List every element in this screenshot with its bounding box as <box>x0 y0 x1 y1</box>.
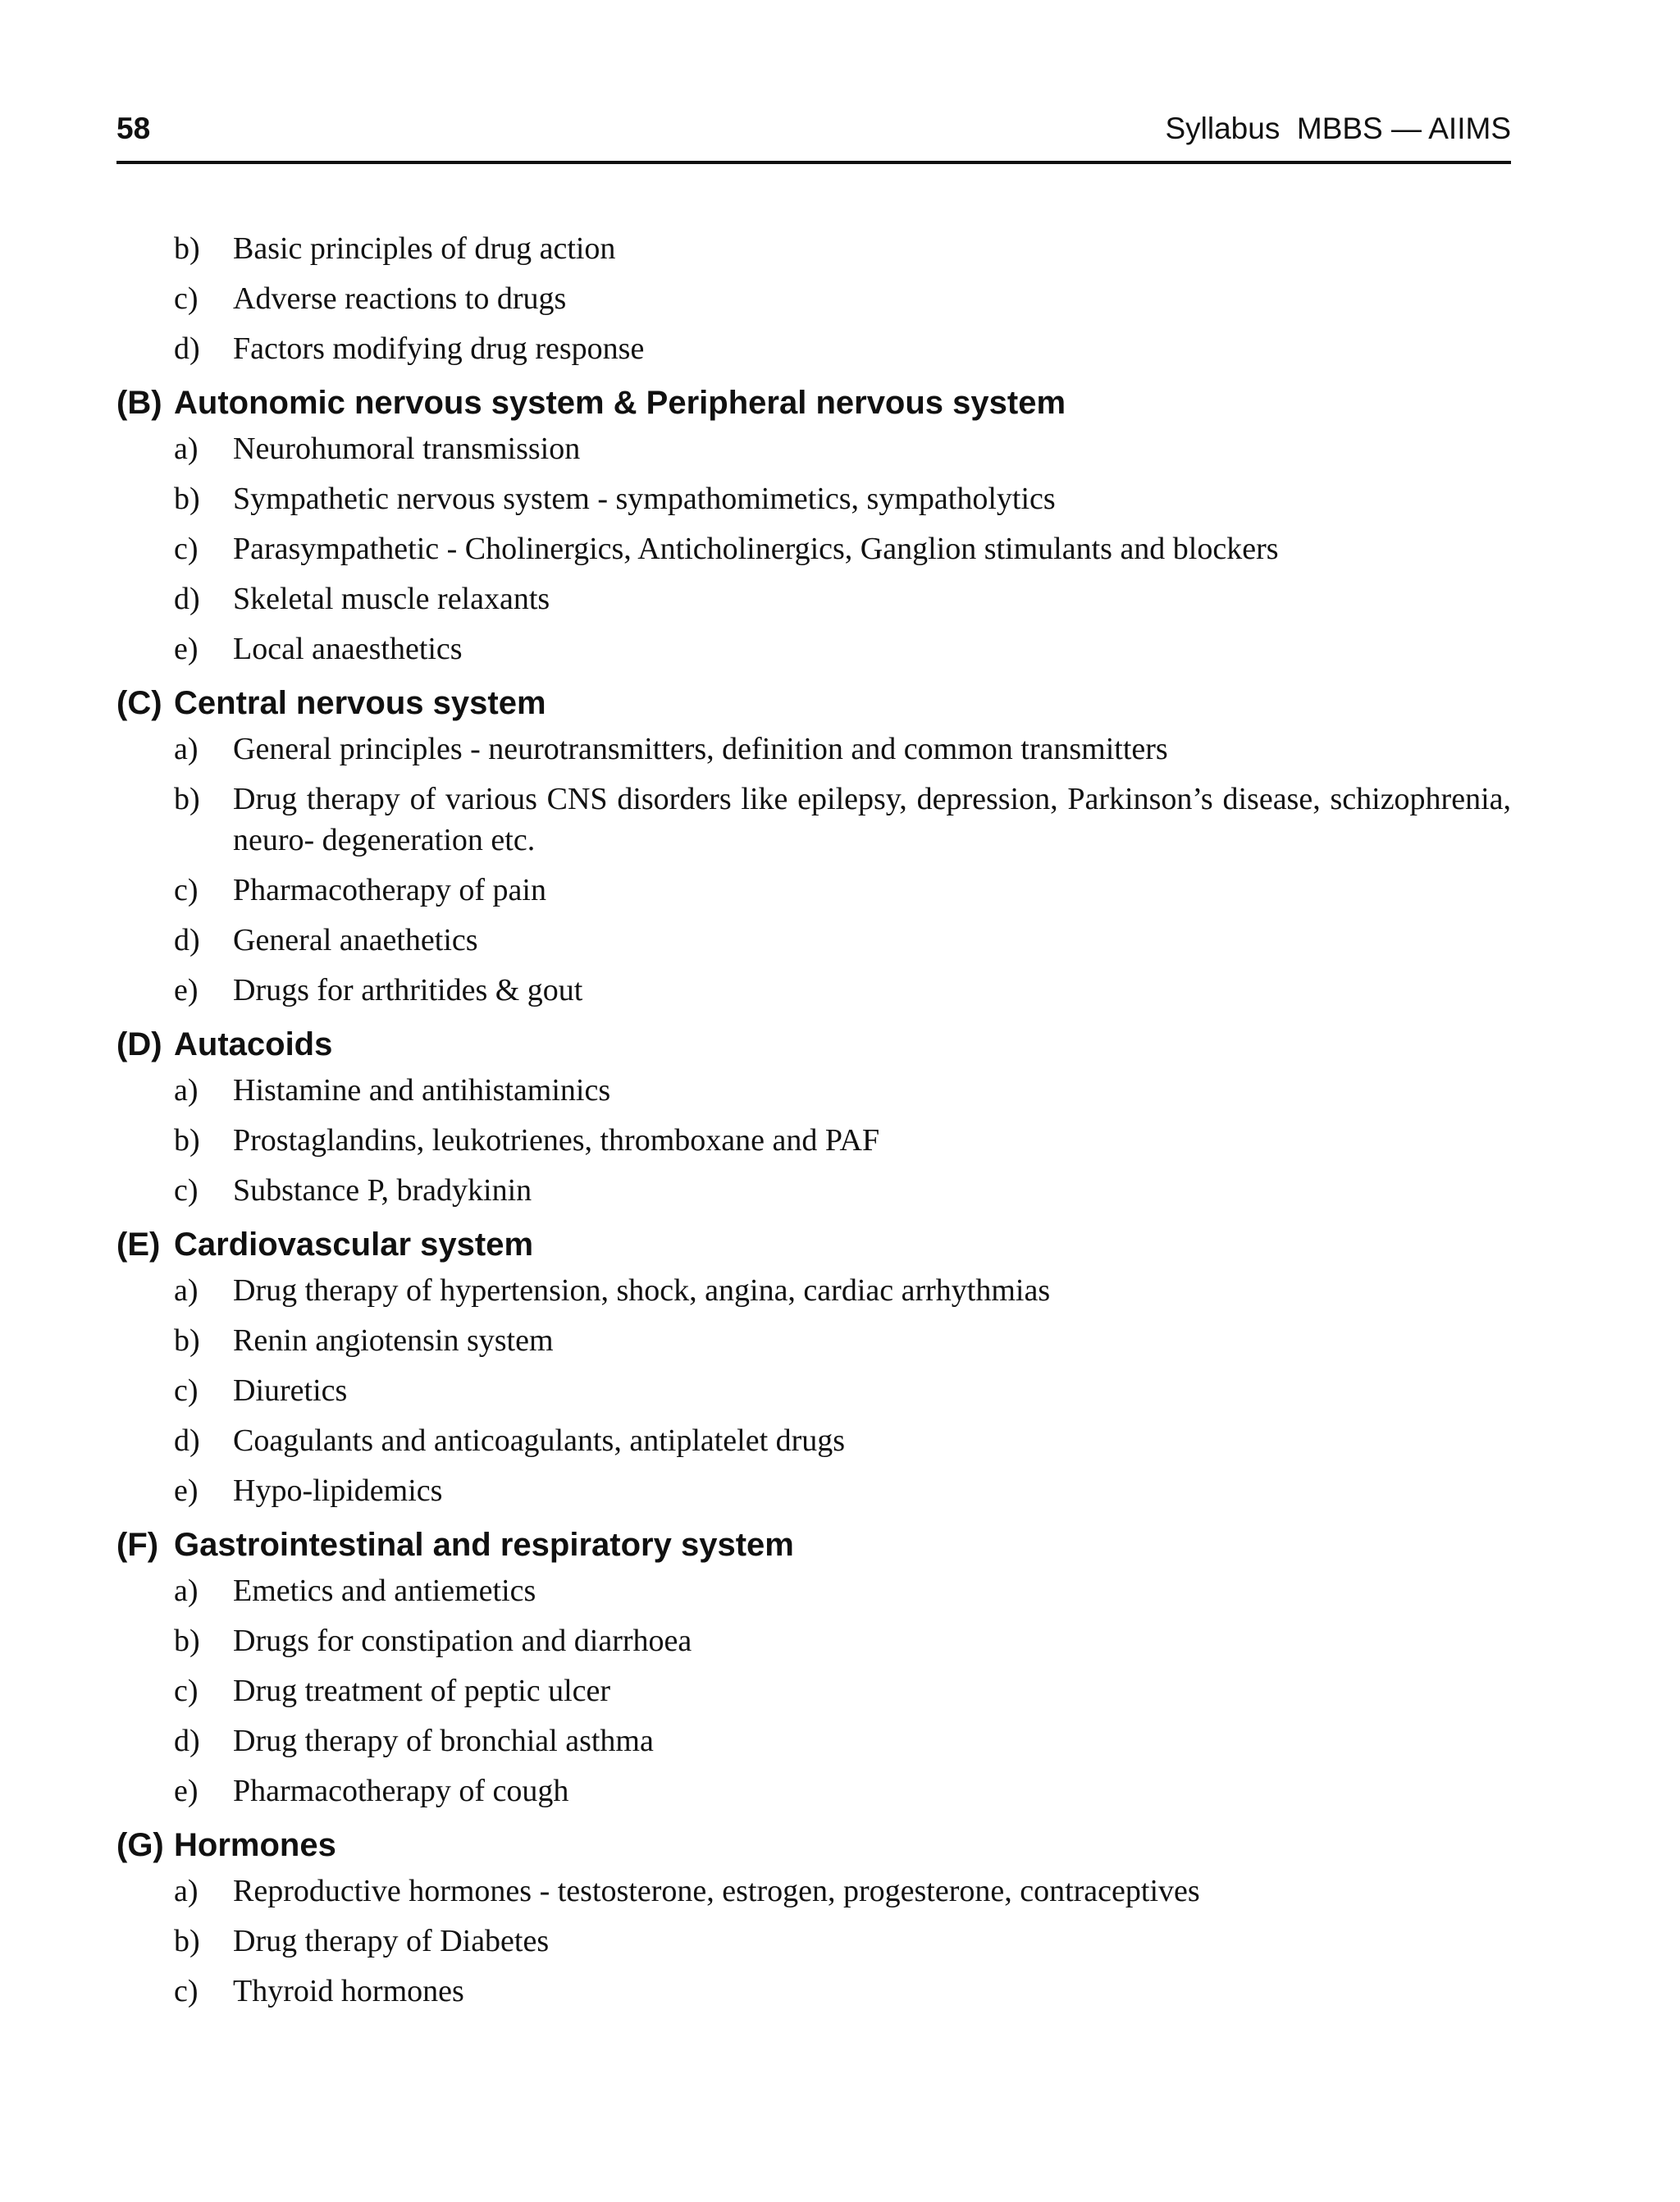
section-title: Cardiovascular system <box>174 1227 534 1263</box>
list-item-marker: c) <box>174 1974 199 2008</box>
list-item <box>116 1971 1511 2012</box>
list-item-marker: c) <box>174 532 199 566</box>
section-heading <box>116 1024 1511 1065</box>
list-item <box>116 1770 1511 1811</box>
list-item-marker: a) <box>174 1574 199 1608</box>
section-heading <box>116 382 1511 423</box>
syllabus-section <box>116 1524 1511 1811</box>
list-item-marker: a) <box>174 432 199 466</box>
list-item-marker: c) <box>174 873 199 907</box>
page-header <box>116 112 1511 153</box>
list-item-marker: d) <box>174 582 200 616</box>
section-heading <box>116 1224 1511 1265</box>
list-item-marker: a) <box>174 1273 199 1308</box>
list-item <box>116 1170 1511 1211</box>
section-letter: (F) <box>116 1527 159 1563</box>
list-item-text: Drug therapy of hypertension, shock, angina, cardiac arrhythmias <box>233 1273 1051 1308</box>
list-item-marker: e) <box>174 1473 199 1508</box>
list-item <box>116 1270 1511 1311</box>
list-item <box>116 328 1511 369</box>
list-item <box>116 920 1511 961</box>
list-item <box>116 228 1511 269</box>
list-item-text: Renin angiotensin system <box>233 1323 554 1358</box>
section-heading <box>116 1524 1511 1565</box>
list-item-text: Prostaglandins, leukotrienes, thromboxane and PAF <box>233 1123 880 1158</box>
list-item-text: Coagulants and anticoagulants, antiplatelet drugs <box>233 1423 846 1458</box>
list-item-marker: e) <box>174 973 199 1007</box>
list-item-text: Hypo-lipidemics <box>233 1473 443 1508</box>
list-item <box>116 528 1511 569</box>
list-item-marker: a) <box>174 732 199 766</box>
list-item-marker: a) <box>174 1073 199 1108</box>
list-item-marker: b) <box>174 1323 200 1358</box>
list-item-marker: a) <box>174 1874 199 1908</box>
section-title: Autonomic nervous system & Peripheral nervous system <box>174 385 1066 421</box>
list-item-text: General principles - neurotransmitters, definition and common transmitters <box>233 732 1168 766</box>
section-heading <box>116 683 1511 724</box>
section-title: Gastrointestinal and respiratory system <box>174 1527 794 1563</box>
section-title: Autacoids <box>174 1026 333 1062</box>
list-item-text: Pharmacotherapy of pain <box>233 873 546 907</box>
list-item-marker: d) <box>174 1724 200 1758</box>
list-item <box>116 1070 1511 1111</box>
list-item-text: Neurohumoral transmission <box>233 432 581 466</box>
list-item-marker: c) <box>174 1373 199 1408</box>
list-item-text: Histamine and antihistaminics <box>233 1073 611 1108</box>
list-item-text: Reproductive hormones - testosterone, estrogen, progesterone, contraceptives <box>233 1874 1200 1908</box>
list-item <box>116 729 1511 770</box>
list-item <box>116 1720 1511 1761</box>
list-item-text: Drug treatment of peptic ulcer <box>233 1674 611 1708</box>
list-item <box>116 1570 1511 1611</box>
syllabus-section <box>116 1024 1511 1211</box>
list-item-text: Local anaesthetics <box>233 632 463 666</box>
section-title: Central nervous system <box>174 685 546 721</box>
list-item-text: Skeletal muscle relaxants <box>233 582 550 616</box>
list-item-marker: e) <box>174 632 199 666</box>
list-item-marker: c) <box>174 1173 199 1208</box>
list-item-marker: b) <box>174 231 200 266</box>
list-item <box>116 628 1511 669</box>
list-item-marker: c) <box>174 281 199 316</box>
syllabus-section <box>116 382 1511 669</box>
list-item-text: Diuretics <box>233 1373 348 1408</box>
list-item-text: Basic principles of drug action <box>233 231 616 266</box>
section-letter: (B) <box>116 385 162 421</box>
list-item-marker: b) <box>174 1624 200 1658</box>
list-item-marker: b) <box>174 782 200 816</box>
list-item-marker: d) <box>174 1423 200 1458</box>
page-number: 58 <box>116 112 151 145</box>
list-item-text: Sympathetic nervous system - sympathomimetics, sympatholytics <box>233 482 1056 516</box>
list-item <box>116 1370 1511 1411</box>
section-letter: (E) <box>116 1227 161 1263</box>
list-item-text: Substance P, bradykinin <box>233 1173 532 1208</box>
section-list <box>116 382 1511 2012</box>
section-letter: (G) <box>116 1827 164 1863</box>
list-item <box>116 1120 1511 1161</box>
list-item-text: Adverse reactions to drugs <box>233 281 567 316</box>
list-item-marker: b) <box>174 1123 200 1158</box>
list-item <box>116 970 1511 1011</box>
list-item-text: Drug therapy of Diabetes <box>233 1924 550 1958</box>
list-item <box>116 1670 1511 1711</box>
section-heading <box>116 1825 1511 1866</box>
list-item <box>116 1620 1511 1661</box>
syllabus-section <box>116 1224 1511 1511</box>
list-item-text: Drugs for arthritides & gout <box>233 973 583 1007</box>
list-item-text: Pharmacotherapy of cough <box>233 1774 569 1808</box>
list-item <box>116 1871 1511 1912</box>
list-item <box>116 1320 1511 1361</box>
list-item-marker: e) <box>174 1774 199 1808</box>
header-divider <box>116 161 1511 164</box>
list-item-marker: d) <box>174 331 200 366</box>
list-item <box>116 1420 1511 1461</box>
list-item <box>116 428 1511 469</box>
list-item <box>116 1921 1511 1962</box>
list-item <box>116 478 1511 519</box>
syllabus-section <box>116 683 1511 1011</box>
list-item-text: Thyroid hormones <box>233 1974 464 2008</box>
list-item <box>116 278 1511 319</box>
list-item <box>116 578 1511 619</box>
syllabus-content <box>116 228 1511 2021</box>
list-item-text: Factors modifying drug response <box>233 331 645 366</box>
section-letter: (C) <box>116 685 162 721</box>
list-item-marker: d) <box>174 923 200 957</box>
list-item-marker: b) <box>174 1924 200 1958</box>
list-item <box>116 870 1511 911</box>
list-item-text: Drugs for constipation and diarrhoea <box>233 1624 692 1658</box>
list-item-text: Emetics and antiemetics <box>233 1574 536 1608</box>
list-item <box>116 779 1511 861</box>
list-item-text: Drug therapy of bronchial asthma <box>233 1724 654 1758</box>
section-title: Hormones <box>174 1827 336 1863</box>
running-title: Syllabus MBBS — AIIMS <box>1165 112 1511 145</box>
continued-list <box>116 228 1511 369</box>
list-item-marker: b) <box>174 482 200 516</box>
list-item-text: Parasympathetic - Cholinergics, Anticholinergics, Ganglion stimulants and blockers <box>233 532 1279 566</box>
syllabus-section <box>116 1825 1511 2012</box>
list-item-text: Drug therapy of various CNS disorders like epilepsy, depression, Parkinson’s disease, schizophrenia, neuro- degeneration etc. <box>233 782 1511 857</box>
list-item-text: General anaethetics <box>233 923 478 957</box>
section-letter: (D) <box>116 1026 162 1062</box>
list-item <box>116 1470 1511 1511</box>
list-item-marker: c) <box>174 1674 199 1708</box>
